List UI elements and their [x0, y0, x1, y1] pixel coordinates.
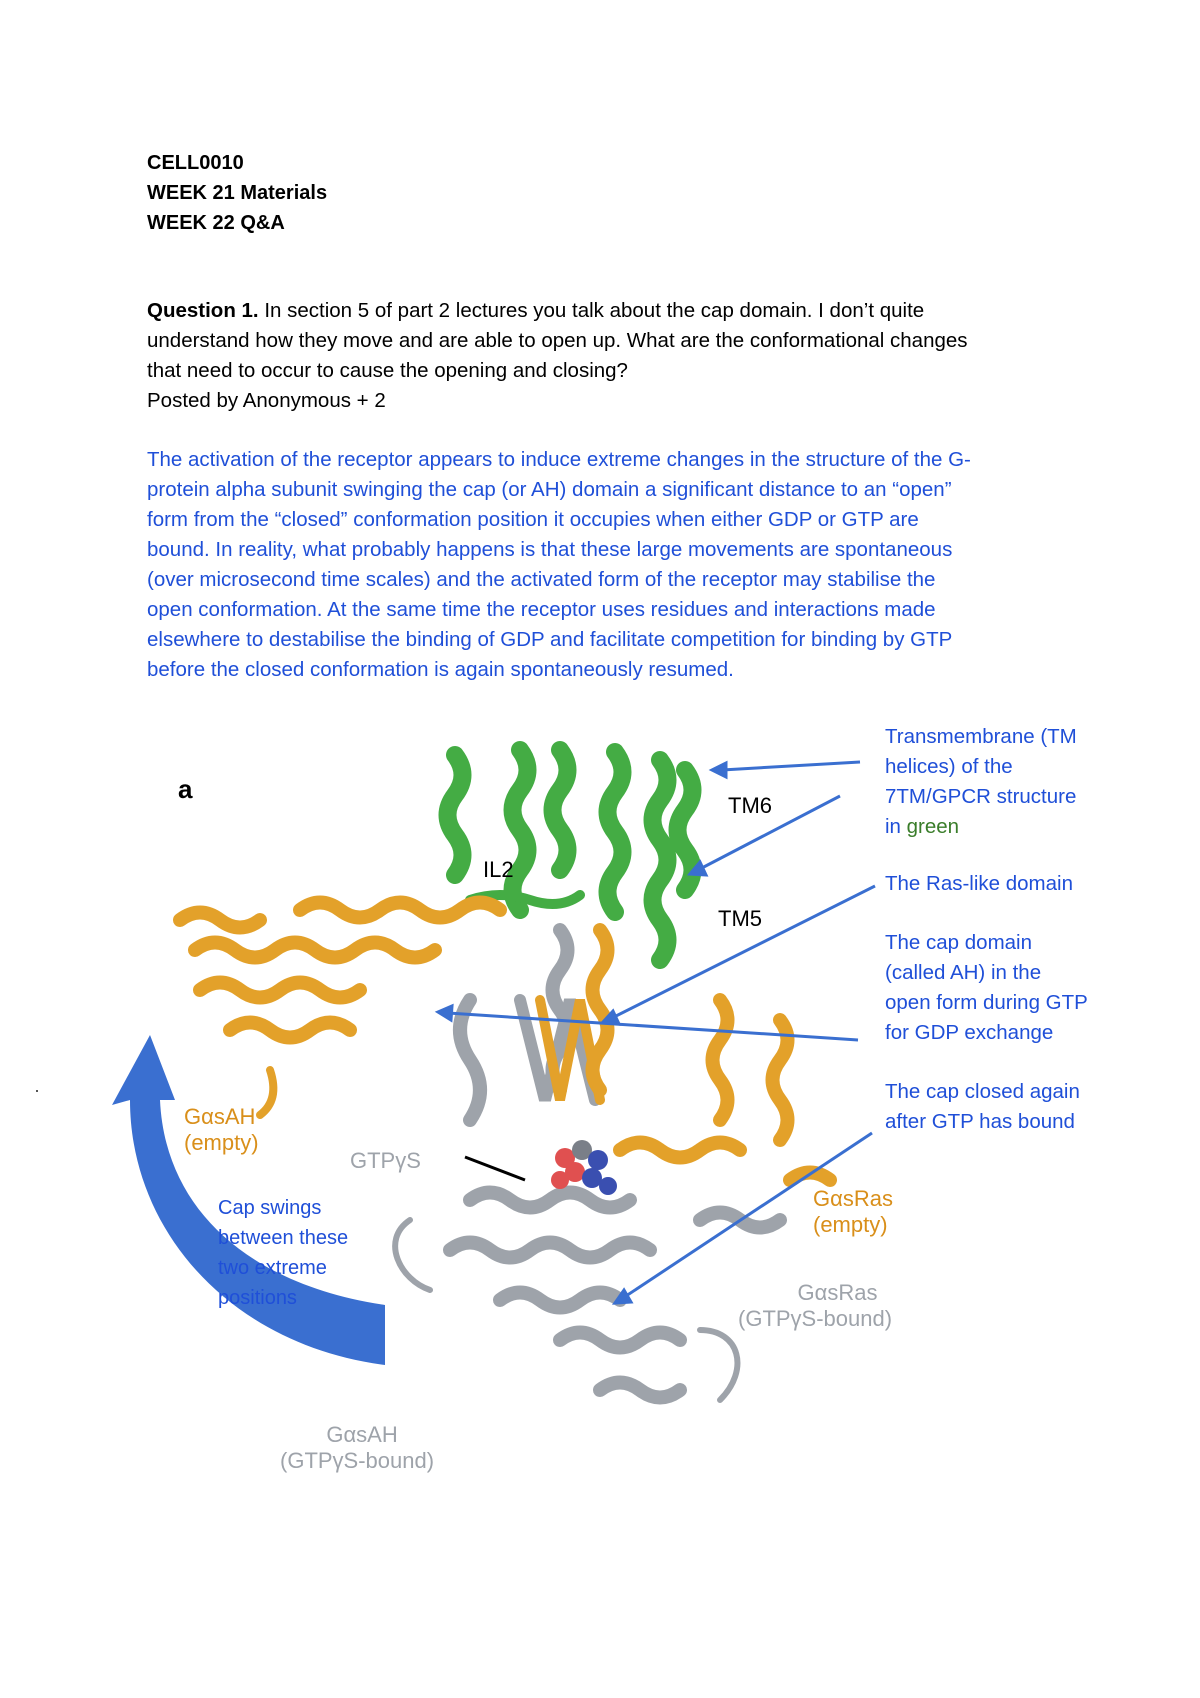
tm-annotation-line-4: [885, 812, 1077, 842]
label-gas-ras-bound-2: (GTPγS-bound): [738, 1306, 893, 1331]
tm-annotation: [885, 722, 1077, 842]
label-gas-ras-empty-2: (empty): [813, 1212, 888, 1237]
answer-line: form from the “closed” conformation position it occupies when either GDP or GTP are: [147, 508, 919, 531]
label-tm6: TM6: [728, 793, 772, 818]
tm-annotation-line-1: Transmembrane (TM: [885, 725, 1077, 748]
label-gas-ras-empty-1: GαsRas: [813, 1186, 893, 1211]
question-line-3: that need to occur to cause the opening and closing?: [147, 359, 628, 382]
cap-closed-line-1: The cap closed again: [885, 1080, 1080, 1103]
answer-line: protein alpha subunit swinging the cap (or AH) domain a significant distance to an “open”: [147, 478, 952, 501]
label-gas-ah-empty-1: GαsAH: [184, 1104, 256, 1129]
label-gas-ah-bound-2: (GTPγS-bound): [280, 1448, 435, 1473]
answer-line: The activation of the receptor appears to induce extreme changes in the structure of the G-: [147, 448, 971, 471]
label-tm5: TM5: [718, 906, 762, 931]
label-gas-ras-bound-1: GαsRas: [797, 1280, 878, 1305]
answer-line: open conformation. At the same time the receptor uses residues and interactions made: [147, 598, 936, 621]
question-block: [147, 296, 1077, 416]
label-gas-ah-empty: [184, 1104, 259, 1156]
tm-helices: [448, 750, 693, 960]
answer-line: (over microsecond time scales) and the activated form of the receptor may stabilise the: [147, 568, 936, 591]
question-text-1: In section 5 of part 2 lectures you talk about the cap domain. I don’t quite: [258, 299, 925, 322]
ras-annotation: The Ras-like domain: [885, 872, 1073, 895]
qa-week: WEEK 22 Q&A: [147, 212, 285, 234]
cap-swings-line-2: between these: [218, 1227, 349, 1249]
cap-open-annotation: [885, 928, 1088, 1048]
cap-open-line-4: for GDP exchange: [885, 1021, 1054, 1044]
label-gas-ah-bound: [280, 1422, 435, 1474]
orange-structure: [180, 903, 830, 1181]
cap-swings-line-3: two extreme: [218, 1257, 327, 1279]
materials-week: WEEK 21 Materials: [147, 182, 328, 204]
gtp-ligand: [551, 1140, 617, 1195]
question-label: Question 1.: [147, 299, 259, 322]
label-gtpys: GTPγS: [350, 1148, 421, 1173]
question-line-2: understand how they move and are able to open up. What are the conformational changes: [147, 329, 968, 352]
label-gas-ras-empty: [813, 1186, 893, 1238]
cap-closed-line-2: after GTP has bound: [885, 1110, 1075, 1133]
label-gas-ras-bound: [738, 1280, 893, 1332]
question-line-1: [147, 296, 1077, 326]
tm-annotation-in: in: [885, 815, 907, 838]
cap-swings-annotation: [218, 1193, 388, 1313]
answer-block: [147, 445, 1077, 685]
label-il2: IL2: [483, 857, 514, 882]
tm-annotation-line-2: helices) of the: [885, 755, 1013, 778]
cap-swings-line-1: Cap swings: [218, 1197, 322, 1219]
tm-annotation-line-3: 7TM/GPCR structure: [885, 785, 1077, 808]
gtpys-pointer: [465, 1157, 525, 1180]
tm-annotation-green: green: [906, 815, 960, 838]
answer-line: before the closed conformation is again spontaneously resumed.: [147, 658, 734, 681]
answer-line: bound. In reality, what probably happens is that these large movements are spontaneous: [147, 538, 953, 561]
cap-swings-line-4: positions: [218, 1287, 297, 1309]
label-gas-ah-empty-2: (empty): [184, 1130, 259, 1155]
cap-open-line-2: (called AH) in the: [885, 961, 1042, 984]
posted-by: Posted by Anonymous + 2: [147, 389, 386, 412]
label-gas-ah-bound-1: GαsAH: [326, 1422, 398, 1447]
cap-open-line-3: open form during GTP: [885, 991, 1088, 1014]
panel-letter: a: [178, 774, 193, 804]
course-code: CELL0010: [147, 152, 244, 174]
answer-line: elsewhere to destabilise the binding of GDP and facilitate competition for binding by GTP: [147, 628, 953, 651]
cap-closed-annotation: [885, 1077, 1080, 1137]
cap-open-line-1: The cap domain: [885, 931, 1033, 954]
